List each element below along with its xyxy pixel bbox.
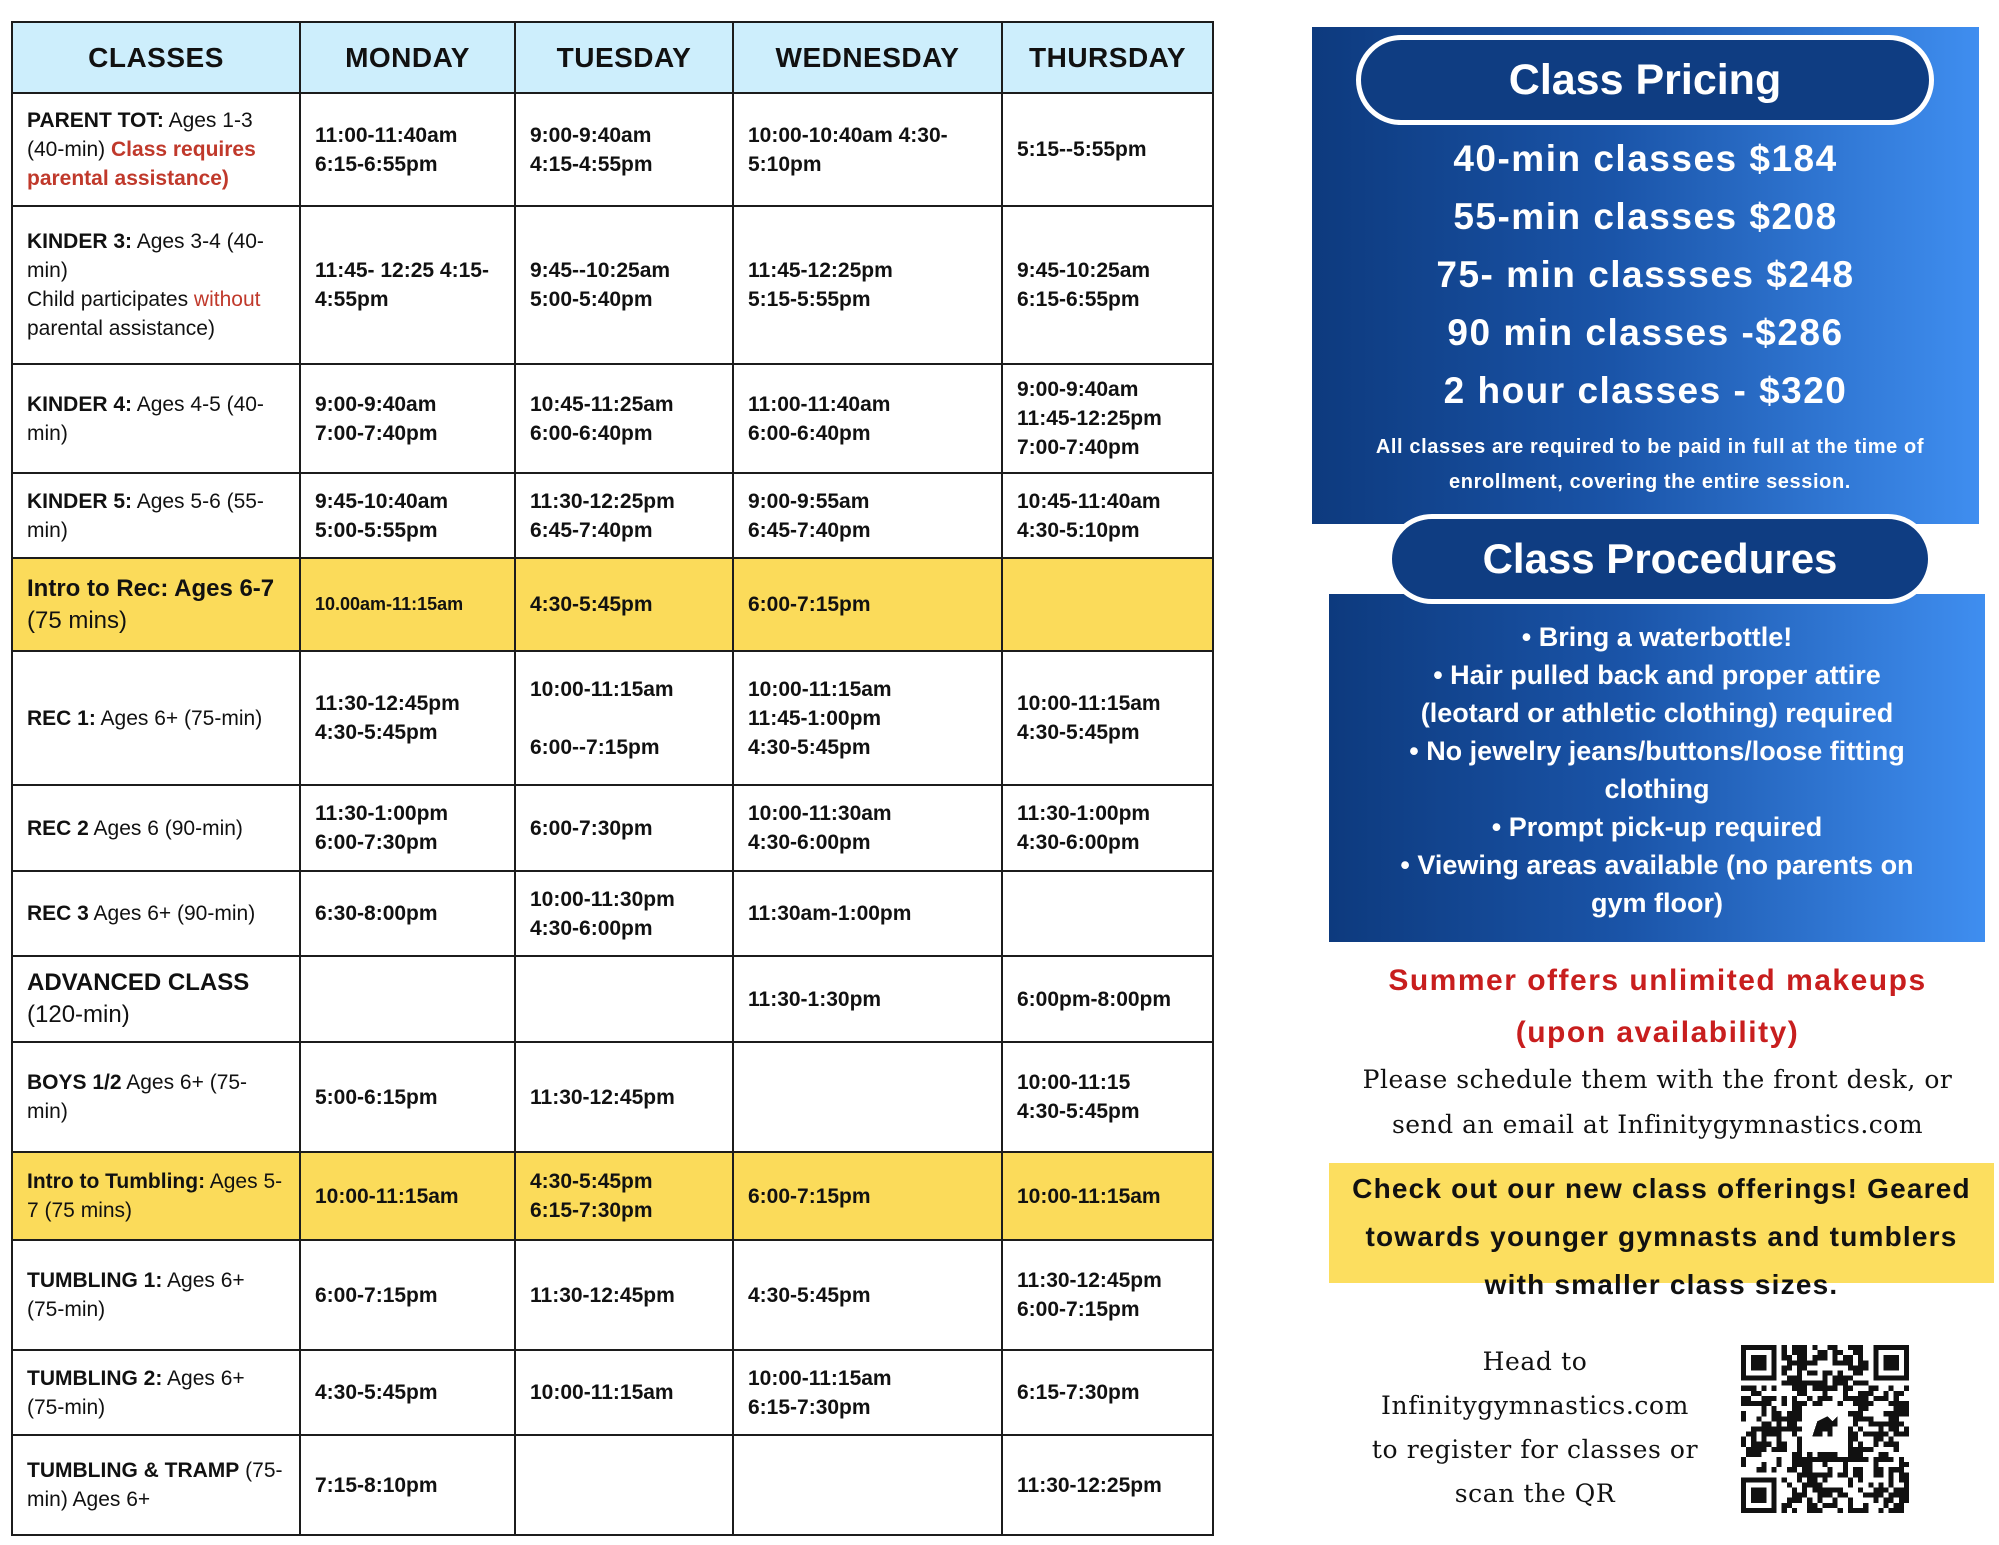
price-item: 75- min classses $248 [1436,254,1855,295]
table-header-row [12,22,1213,93]
table-row [12,558,1213,651]
qr-code-icon[interactable] [1741,1345,1909,1513]
time-slot: 9:00-9:40am [315,392,437,416]
wednesday-times-cell [733,651,1002,785]
class-name: PARENT TOT: [27,109,164,132]
time-slot: 6:00-6:40pm [530,421,653,445]
time-slot: 4:15-4:55pm [530,152,653,176]
time-slot: 9:00-9:55am [748,489,870,513]
parental-assistance-note: Class requires parental assistance) [27,138,256,190]
time-slot: 9:00-9:40am [530,123,652,147]
monday-times-cell [300,1042,515,1152]
tuesday-times-cell [515,1152,733,1240]
class-description: (75 mins) [27,606,128,634]
wednesday-times-cell [733,871,1002,956]
dinosaur-logo-icon [1807,1411,1843,1447]
monday-times-cell [300,785,515,871]
time-slot: 6:00-7:15pm [315,1283,438,1307]
wednesday-times-cell [733,1152,1002,1240]
thursday-times-cell [1002,558,1213,651]
class-description: Ages 6+ (75-min) [95,706,263,730]
time-slot: 11:45-1:00pm [748,706,882,730]
time-slot: 10:00-11:15am [1017,692,1161,715]
class-name: Intro to Tumbling: [27,1170,206,1193]
wednesday-times-cell [733,206,1002,364]
class-description: (75-min) Ages 6+ [27,1459,283,1511]
class-name-cell [12,785,300,871]
table-row [12,871,1213,956]
class-description: Ages 6+ (75-min) [27,1366,245,1419]
class-schedule-table [11,21,1214,1536]
wednesday-times-cell [733,1350,1002,1435]
time-slot: 6:45-7:40pm [530,518,653,542]
time-slot: 6:15-6:55pm [315,152,438,176]
price-item: 40-min classes $184 [1453,138,1838,179]
time-slot: 5:15-5:55pm [748,288,871,311]
thursday-times-cell [1002,1350,1213,1435]
time-slot: 10:00-11:30pm [530,887,675,911]
time-slot: 10:00-10:40am 4:30-5:10pm [748,123,948,176]
class-description: Ages 1-3 (40-min) [27,109,253,161]
procedure-item: • No jewelry jeans/buttons/loose fitting clothing [1409,736,1905,804]
tuesday-times-cell [515,651,733,785]
procedure-item: • Hair pulled back and proper attire (leotard or athletic clothing) required [1420,660,1894,728]
class-name-cell [12,558,300,651]
class-description: Ages 5-6 (55-min) [27,489,264,542]
table-row [12,1435,1213,1535]
tuesday-times-cell [515,1240,733,1350]
thursday-times-cell [1002,206,1213,364]
monday-times-cell [300,871,515,956]
thursday-times-cell [1002,93,1213,206]
summer-makeups-headline: Summer offers unlimited makeups (upon availability) [1388,964,1927,1049]
time-slot: 9:45--10:25am [530,259,671,282]
thursday-times-cell [1002,956,1213,1042]
time-slot: 11:30-12:45pm [1017,1269,1162,1292]
time-slot: 10:00-11:15am [748,1366,892,1390]
time-slot: 10:00-11:15am [748,677,892,701]
class-name: REC 3 [27,902,89,925]
time-slot: 5:00-6:15pm [315,1085,438,1109]
class-name: REC 2 [27,816,89,840]
class-participation-note: Child participates [27,288,194,311]
tuesday-times-cell [515,473,733,558]
time-slot: 4:30-6:00pm [748,831,871,854]
class-description: Ages 4-5 (40-min) [27,392,264,445]
time-slot: 6:30-8:00pm [315,902,438,925]
thursday-times-cell [1002,871,1213,956]
monday-times-cell [300,206,515,364]
thursday-times-cell [1002,1240,1213,1350]
time-slot: 10:00-11:15am [1017,1184,1161,1208]
thursday-times-cell [1002,364,1213,473]
time-slot: 6:15-7:30pm [1017,1381,1140,1404]
class-description: (120-min) [27,1001,130,1028]
tuesday-times-cell [515,93,733,206]
time-slot: 9:45-10:40am [315,489,449,513]
class-name-cell [12,473,300,558]
time-slot: 4:30-5:45pm [530,1170,653,1193]
time-slot: 11:00-11:40am [315,123,458,147]
table-row [12,1350,1213,1435]
time-slot: 11:45-12:25pm [1017,407,1162,430]
tuesday-times-cell [515,785,733,871]
header-classes: CLASSES [12,22,300,93]
thursday-times-cell [1002,473,1213,558]
class-name: TUMBLING & TRAMP [27,1459,240,1482]
time-slot: 6:15-7:30pm [530,1199,653,1222]
time-slot: 10:00-11:15am [315,1184,459,1208]
header-thursday: THURSDAY [1002,22,1213,93]
class-participation-note: without [193,288,261,311]
class-name-cell [12,1350,300,1435]
procedures-title: Class Procedures [1387,514,1933,604]
time-slot: 4:30-5:45pm [1017,1100,1140,1123]
time-slot: 10.00am-11:15am [315,594,464,614]
time-slot: 7:15-8:10pm [315,1473,438,1497]
monday-times-cell [300,93,515,206]
time-slot: 6:00pm-8:00pm [1017,987,1172,1011]
tuesday-times-cell [515,206,733,364]
time-slot: 4:30-6:00pm [1017,831,1140,854]
class-name: KINDER 3: [27,230,133,253]
monday-times-cell [300,1350,515,1435]
header-tuesday: TUESDAY [515,22,733,93]
time-slot: 10:45-11:25am [530,392,674,416]
time-slot: 11:30-12:25pm [530,489,675,513]
table-row [12,1152,1213,1240]
class-name-cell [12,871,300,956]
thursday-times-cell [1002,1042,1213,1152]
time-slot: 4:30-5:45pm [530,593,653,616]
class-name-cell [12,651,300,785]
time-slot: 6:00-7:15pm [1017,1298,1140,1321]
procedure-item: • Bring a waterbottle! [1521,622,1793,652]
payment-note: All classes are required to be paid in full at the time of enrollment, covering the entire session. [1375,436,1925,493]
class-name-cell [12,206,300,364]
class-name: REC 1: [27,706,96,730]
time-slot: 6:00-7:15pm [748,1184,871,1208]
new-offerings-text: Check out our new class offerings! Geared towards younger gymnasts and tumblers with smaller class sizes. [1352,1173,1971,1300]
wednesday-times-cell [733,473,1002,558]
time-slot: 11:30am-1:00pm [748,902,912,925]
procedure-item: • Viewing areas available (no parents on gym floor) [1400,850,1914,918]
time-slot: 7:00-7:40pm [1017,436,1140,459]
time-slot: 11:30-1:00pm [1017,802,1151,825]
wednesday-times-cell [733,785,1002,871]
time-slot: 6:00-7:30pm [530,816,653,840]
table-row [12,206,1213,364]
time-slot: 11:30-1:30pm [748,987,882,1011]
time-slot: 5:00-5:55pm [315,518,438,542]
class-name-cell [12,1435,300,1535]
register-note: Head to Infinitygymnastics.com to register for classes or scan the QR [1371,1347,1699,1508]
class-name: KINDER 4: [27,392,133,416]
class-description: Ages 6+ (90-min) [88,902,256,925]
time-slot: 6:00-6:40pm [748,421,871,445]
class-name-cell [12,1042,300,1152]
class-description: Ages 6+ (75-min) [27,1269,245,1321]
class-description: Ages 6+ (75-min) [27,1071,248,1123]
wednesday-times-cell [733,1240,1002,1350]
tuesday-times-cell [515,558,733,651]
monday-times-cell [300,1435,515,1535]
time-slot: 10:45-11:40am [1017,489,1161,513]
wednesday-times-cell [733,1435,1002,1535]
table-row [12,364,1213,473]
time-slot: 10:00-11:15am [530,677,674,701]
monday-times-cell [300,364,515,473]
time-slot: 10:00-11:15 [1017,1071,1131,1094]
pricing-list [1312,130,1979,420]
wednesday-times-cell [733,558,1002,651]
time-slot: 4:30-5:45pm [315,721,438,744]
time-slot: 6:00-7:15pm [748,593,871,616]
time-slot: 9:00-9:40am [1017,378,1139,401]
procedure-item: • Prompt pick-up required [1491,812,1823,842]
class-name-cell [12,1152,300,1240]
class-name-cell [12,1240,300,1350]
table-row [12,473,1213,558]
class-name: TUMBLING 2: [27,1366,163,1390]
table-row [12,651,1213,785]
class-name-cell [12,364,300,473]
class-description: Ages 3-4 (40-min) [27,230,264,282]
tuesday-times-cell [515,364,733,473]
time-slot: 6:15-6:55pm [1017,288,1140,311]
table-row [12,93,1213,206]
thursday-times-cell [1002,785,1213,871]
time-slot: 4:30-5:45pm [748,735,871,759]
time-slot: 11:30-1:00pm [315,802,449,825]
makeup-scheduling-note: Please schedule them with the front desk, or send an email at Infinitygymnastics.com [1362,1065,1953,1139]
time-slot: 9:45-10:25am [1017,259,1151,282]
time-slot: 11:30-12:45pm [530,1085,675,1109]
price-item: 2 hour classes - $320 [1443,370,1848,411]
monday-times-cell [300,956,515,1042]
monday-times-cell [300,558,515,651]
time-slot: 11:45- 12:25 4:15-4:55pm [315,259,489,311]
monday-times-cell [300,651,515,785]
monday-times-cell [300,1152,515,1240]
time-slot: 6:45-7:40pm [748,518,871,542]
class-participation-note: parental assistance) [27,317,215,340]
time-slot: 11:30-12:45pm [530,1283,675,1307]
class-name-cell [12,956,300,1042]
table-row [12,1240,1213,1350]
time-slot: 5:00-5:40pm [530,288,653,311]
time-slot [530,704,718,733]
tuesday-times-cell [515,871,733,956]
header-monday: MONDAY [300,22,515,93]
class-name: KINDER 5: [27,489,133,513]
time-slot: 10:00-11:30am [748,802,892,825]
tuesday-times-cell [515,1350,733,1435]
wednesday-times-cell [733,1042,1002,1152]
time-slot: 11:00-11:40am [748,392,891,416]
time-slot: 7:00-7:40pm [315,421,438,445]
class-name: BOYS 1/2 [27,1071,122,1094]
procedures-list [1329,618,1985,922]
class-name: TUMBLING 1: [27,1269,163,1292]
time-slot: 4:30-5:10pm [1017,518,1140,542]
table-row [12,1042,1213,1152]
time-slot: 11:30-12:45pm [315,692,460,715]
class-name: Intro to Rec: Ages 6-7 [27,574,275,602]
pricing-title: Class Pricing [1356,35,1934,125]
time-slot: 6:15-7:30pm [748,1395,871,1419]
monday-times-cell [300,1240,515,1350]
time-slot: 4:30-5:45pm [748,1283,871,1307]
class-description: Ages 5-7 (75 mins) [27,1170,283,1222]
table-row [12,785,1213,871]
table-row [12,956,1213,1042]
wednesday-times-cell [733,956,1002,1042]
tuesday-times-cell [515,1042,733,1152]
time-slot: 11:30-12:25pm [1017,1473,1162,1497]
time-slot: 5:15--5:55pm [1017,138,1147,161]
header-wednesday: WEDNESDAY [733,22,1002,93]
tuesday-times-cell [515,956,733,1042]
time-slot: 6:00--7:15pm [530,735,660,759]
time-slot: 10:00-11:15am [530,1381,674,1404]
class-name-cell [12,93,300,206]
thursday-times-cell [1002,651,1213,785]
time-slot: 4:30-5:45pm [1017,721,1140,744]
time-slot: 11:45-12:25pm [748,259,893,282]
monday-times-cell [300,473,515,558]
class-description: Ages 6 (90-min) [88,816,243,840]
time-slot: 4:30-5:45pm [315,1381,438,1404]
wednesday-times-cell [733,93,1002,206]
class-name: ADVANCED CLASS [27,969,250,996]
tuesday-times-cell [515,1435,733,1535]
time-slot: 6:00-7:30pm [315,831,438,854]
wednesday-times-cell [733,364,1002,473]
thursday-times-cell [1002,1152,1213,1240]
price-item: 90 min classes -$286 [1447,312,1844,353]
price-item: 55-min classes $208 [1453,196,1838,237]
thursday-times-cell [1002,1435,1213,1535]
time-slot: 4:30-6:00pm [530,916,653,940]
